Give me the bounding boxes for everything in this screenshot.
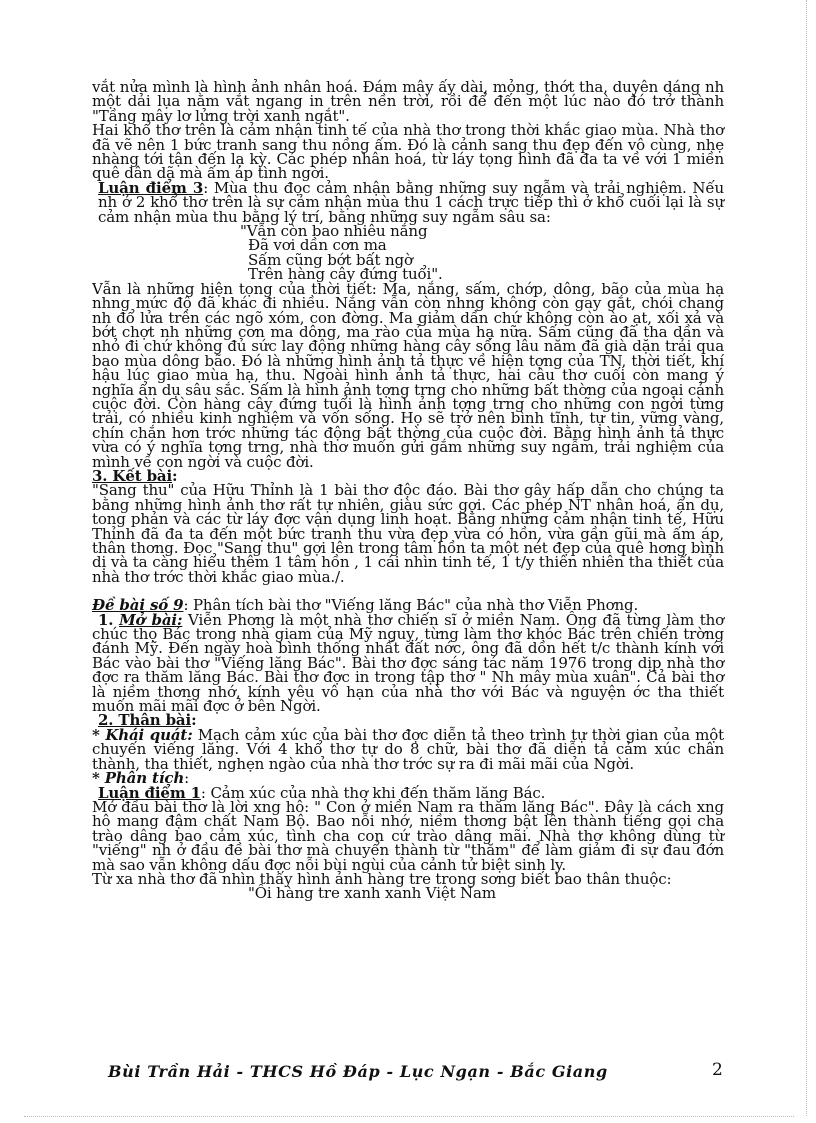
de-bai-heading: Đề bài số 9	[92, 596, 184, 615]
page-number: 2	[712, 1060, 723, 1080]
poem-excerpt	[92, 224, 724, 282]
paragraph: Vẫn là những hiện tọng của thời tiết: Ma, nắng, sấm, chớp, dông, bão của mùa hạ nhng mức độ đã khác đi nhiều. Nắng vẫn còn nhng không còn gay gắt, chói chang nh đổ lửa trên các ngõ xóm, con đờng. Ma giảm dần chứ không còn ào ạt, xối xả và bớt chợt nh những cơn ma dông, ma rào của mùa hạ nữa. Sấm cũng đã tha dần và nhỏ đi chứ không đủ sức lay động những hàng cây sống lâu năm đã già dặn trải qua bao mùa dông bão. Đó là những hình ảnh tả thực về hiện tợng của TN, thời tiết, khí hậu lúc giao mùa hạ, thu. Ngoài hình ảnh tả thực, hai câu thơ cuối còn mang ý nghĩa ẩn dụ sâu sắc. Sấm là hình ảnh tợng trng cho những bất thờng của ngoại cảnh cuộc đời. Còn hàng cây đứng tuổi là hình ảnh tợng trng cho những con ngời từng trải, có nhiều kinh nghiệm và vốn sống. Họ sẽ trở nên bình tĩnh, tự tin, vững vàng, chín chắn hơn trớc những tác động bất thờng của cuộc đời. Bằng hình ảnh tả thực vừa có ý nghĩa tợng trng, nhà thơ muốn gửi gắm những suy ngẫm, trải nghiệm của mình về con ngời và cuộc đời.	[92, 279, 724, 471]
page-footer: Bùi Trần Hải - THCS Hồ Đáp - Lục Ngạn - Bắc Giang	[108, 1062, 608, 1081]
khai-quat-text: Mạch cảm xúc của bài thơ đợc diễn tả theo trình tự thời gian của một chuyến viếng lăng. Với 4 khổ thơ tự do 8 chữ, bài thơ đã diễn tả cảm xúc chân thành, tha thiết, nghẹn ngào của nhà thơ trớc sự ra đi mãi mãi của Ngời.	[92, 725, 724, 773]
ket-bai-heading: 3. Kết bài	[92, 466, 173, 485]
poem-line: Trên hàng cây đứng tuổi".	[248, 265, 443, 284]
luan-diem-3-text: : Mùa thu đọc cảm nhận bằng những suy ngẫm và trải nghiệm. Nếu nh ở 2 khổ thơ trên là sự cảm nhận mùa thu 1 cách trực tiếp thì ở khổ cuối lại là sự cảm nhận mùa thu bằng lý trí, bằng những suy ngẫm sâu sa:	[98, 178, 724, 226]
poem-line: "Vẫn còn bao nhiêu nắng	[240, 222, 428, 241]
paragraph: vắt nửa mình là hình ảnh nhân hoá. Đám mây ấy dài, mỏng, thớt tha, duyên dáng nh một dải lụa nằm vắt ngang in trên nền trời, rồi để đến một lúc nào đó trở thành "Tầng mây lơ lửng trời xanh ngắt".	[92, 78, 724, 125]
khai-quat-heading: * Khái quát:	[92, 725, 193, 744]
poem-excerpt	[92, 884, 724, 903]
paragraph: "Sang thu" của Hữu Thỉnh là 1 bài thơ độc đáo. Bài thơ gây hấp dẫn cho chúng ta bằng những hình ảnh thơ rất tự nhiên, giàu sức gợi. Các phép NT nhân hoá, ẩn dụ, tong phản và các từ láy đợc vận dụng linh hoạt. Bằng những cảm nhận tinh tế, Hữu Thỉnh đã đa ta đến một bức tranh thu vừa đẹp vừa có hồn, vừa gần gũi mà ấm áp, thân thơng. Đọc "Sang thu" gợi lên trong tâm hồn ta một nét đẹp của quê hơng bình dị và ta càng hiểu thêm 1 tâm hồn , 1 cái nhìn tinh tế, 1 t/y thiên nhiên tha thiết của nhà thơ trớc thời khắc giao mùa./.	[92, 481, 724, 586]
mo-bai-paragraph: 1. Mở bài: Viễn Phơng là một nhà thơ chiến sĩ ở miền Nam. Ông đã từng làm thơ chúc thọ Bác trong nhà giam của Mỹ nguỵ, từng làm thơ khóc Bác trên chiến trờng đánh Mỹ. Đến ngày hoà bình thống nhất đất nớc, ông đã dồn hết t/c thành kính với Bác vào bài thơ "Viếng lăng Bác". Bài thơ đợc sáng tác năm 1976 trong dịp nhà thơ đợc ra thăm lăng Bác. Bài thơ đợc in trong tập thơ " Nh mây mùa xuân". Cả bài thơ là niềm thơng nhớ, kính yêu vô hạn của nhà thơ với Bác và nguyện ớc tha thiết muốn mãi mãi đợc ở bên Ngời.	[92, 610, 725, 716]
ket-bai-heading-line: 3. Kết bài:	[92, 466, 178, 485]
phan-tich-heading: * Phân tích	[92, 769, 185, 788]
than-bai-heading: 2. Thân bài	[98, 711, 192, 730]
paragraph: Mở đầu bài thơ là lời xng hô: " Con ở miền Nam ra thăm lăng Bác". Đây là cách xng hô mang đậm chất Nam Bộ. Bao nỗi nhớ, niềm thơng bật lên thành tiếng gọi cha trào dâng bao cảm xúc, tình cha con cứ trào dâng mãi. Nhà thơ không dùng từ "viếng" nh ở đầu đề bài thơ mà chuyển thành từ "thăm" để làm giảm đi sự đau đớn mà sao vẫn không dấu đợc nỗi bùi ngùi của cảnh tử biệt sinh ly.	[92, 797, 724, 874]
paragraph: Từ xa nhà thơ đã nhìn thấy hình ảnh hàng tre trong sơng biết bao thân thuộc:	[92, 869, 672, 888]
page-right-edge	[806, 0, 807, 1116]
mo-bai-heading: Mở bài:	[119, 610, 183, 629]
de-bai-text: : Phân tích bài thơ "Viếng lăng Bác" của nhà thơ Viễn Phơng.	[183, 596, 639, 615]
luan-diem-3-heading: Luận điểm 3	[98, 178, 204, 197]
phan-tich-heading-line: * Phân tích:	[92, 769, 190, 788]
khai-quat-paragraph	[92, 725, 724, 773]
page-content	[92, 80, 724, 901]
poem-line: Sấm cũng bớt bất ngờ	[248, 250, 413, 269]
luan-diem-3-paragraph	[92, 178, 724, 226]
than-bai-heading-line: 2. Thân bài:	[98, 711, 197, 730]
poem-line: "Ôi hàng tre xanh xanh Việt Nam	[248, 884, 496, 903]
page-bottom-edge	[24, 1116, 794, 1117]
poem-line: Đã vơi dần cơn ma	[248, 236, 387, 255]
mo-bai-text: Viễn Phơng là một nhà thơ chiến sĩ ở miền Nam. Ông đã từng làm thơ chúc thọ Bác trong nhà giam của Mỹ nguỵ, từng làm thơ khóc Bác trên chiến trờng đánh Mỹ. Đến ngày hoà bình thống nhất đất nớc, ông đã dồn hết t/c thành kính với Bác vào bài thơ "Viếng lăng Bác". Bài thơ đợc sáng tác năm 1976 trong dịp nhà thơ đợc ra thăm lăng Bác. Bài thơ đợc in trong tập thơ " Nh mây mùa xuân". Cả bài thơ là niềm thơng nhớ, kính yêu vô hạn của nhà thơ với Bác và nguyện ớc tha thiết muốn mãi mãi đợc ở bên Ngời.	[92, 610, 725, 716]
paragraph: Hai khổ thơ trên là cảm nhận tinh tế của nhà thơ trong thời khắc giao mùa. Nhà thơ đã vẽ nên 1 bức tranh sang thu nồng ấm. Đó là cảnh sang thu đẹp đến vô cùng, nhẹ nhàng tới tận đến lạ kỳ. Các phép nhân hoá, từ láy tọng hình đã đa ta về với 1 miền quê dân dã mà ấm áp tình ngời.	[92, 121, 724, 183]
luan-diem-1-heading: Luận điểm 1	[98, 783, 201, 802]
luan-diem-1-text: : Cảm xúc của nhà thơ khi đến thăm lăng Bác.	[200, 783, 546, 802]
